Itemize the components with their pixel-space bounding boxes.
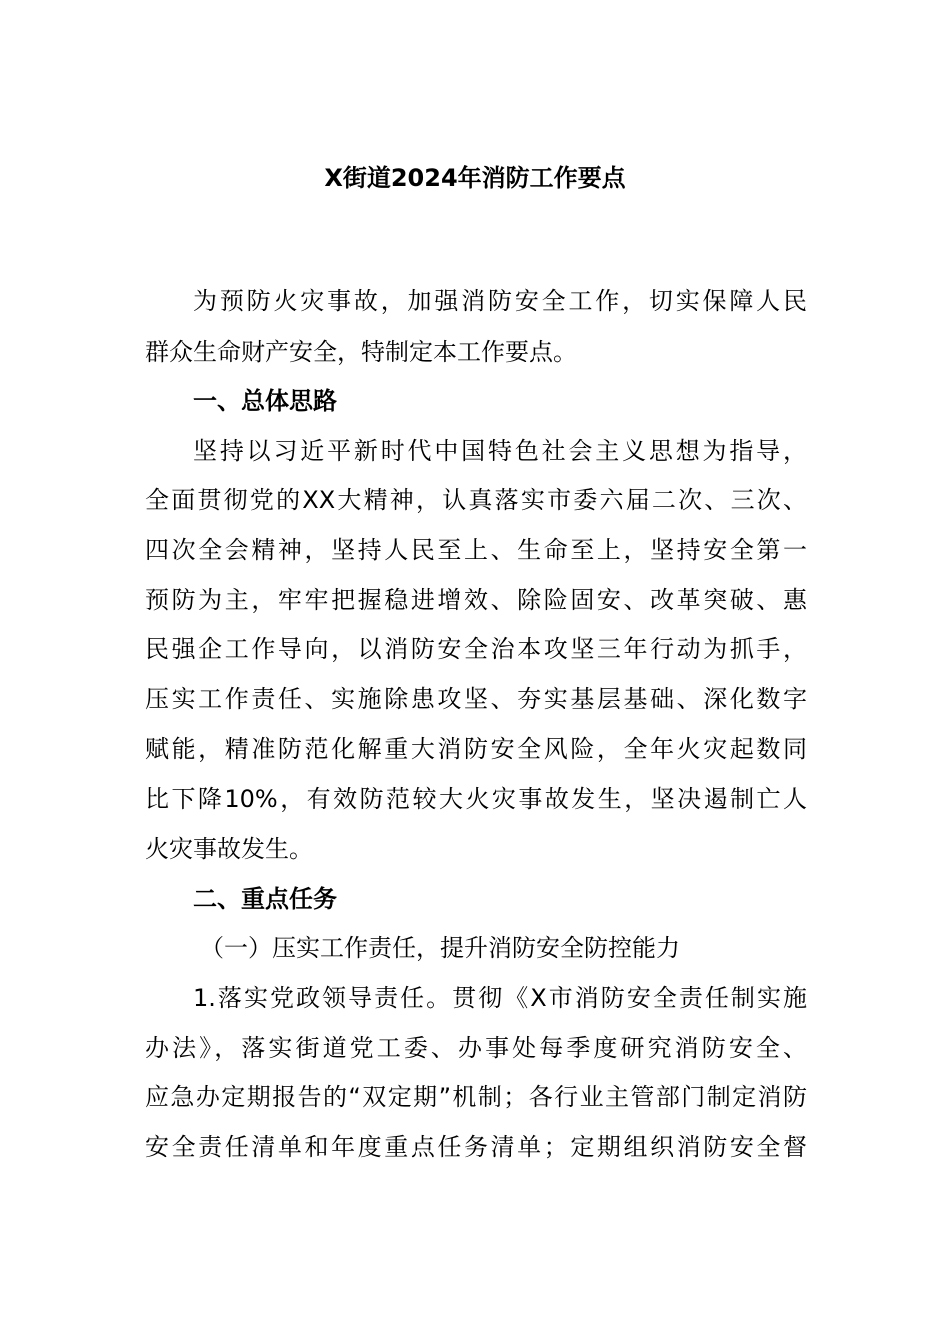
document-title: X街道2024年消防工作要点 bbox=[324, 164, 626, 192]
section1-line-2: 全面贯彻党的XX大精神，认真落实市委六届二次、三次、 bbox=[145, 486, 807, 514]
section1-line-4: 预防为主，牢牢把握稳进增效、除险固安、改革突破、惠 bbox=[145, 586, 807, 614]
section2-line-2: 办法》，落实街道党工委、办事处每季度研究消防安全、 bbox=[145, 1034, 807, 1062]
section-heading-overall: 一、总体思路 bbox=[193, 387, 337, 415]
section1-line-5: 民强企工作导向，以消防安全治本攻坚三年行动为抓手， bbox=[145, 635, 807, 663]
section-heading-key-tasks: 二、重点任务 bbox=[193, 885, 337, 913]
section1-line-6: 压实工作责任、实施除患攻坚、夯实基层基础、深化数字 bbox=[145, 685, 807, 713]
section1-line-1: 坚持以习近平新时代中国特色社会主义思想为指导， bbox=[193, 437, 807, 465]
section2-line-3: 应急办定期报告的“双定期”机制；各行业主管部门制定消防 bbox=[145, 1083, 807, 1111]
section1-line-7: 赋能，精准防范化解重大消防安全风险，全年火灾起数同 bbox=[145, 735, 807, 763]
intro-line-2: 群众生命财产安全，特制定本工作要点。 bbox=[145, 338, 577, 366]
subsection-heading-1: （一）压实工作责任，提升消防安全防控能力 bbox=[200, 934, 680, 962]
section2-line-4: 安全责任清单和年度重点任务清单；定期组织消防安全督 bbox=[145, 1133, 807, 1161]
intro-line-1: 为预防火灾事故，加强消防安全工作，切实保障人民 bbox=[193, 287, 807, 315]
section2-line-1: 1.落实党政领导责任。贯彻《X市消防安全责任制实施 bbox=[193, 984, 807, 1012]
section1-line-9: 火灾事故发生。 bbox=[145, 835, 313, 863]
section1-line-8: 比下降10%，有效防范较大火灾事故发生，坚决遏制亡人 bbox=[145, 785, 807, 813]
section1-line-3: 四次全会精神，坚持人民至上、生命至上，坚持安全第一 bbox=[145, 536, 807, 564]
